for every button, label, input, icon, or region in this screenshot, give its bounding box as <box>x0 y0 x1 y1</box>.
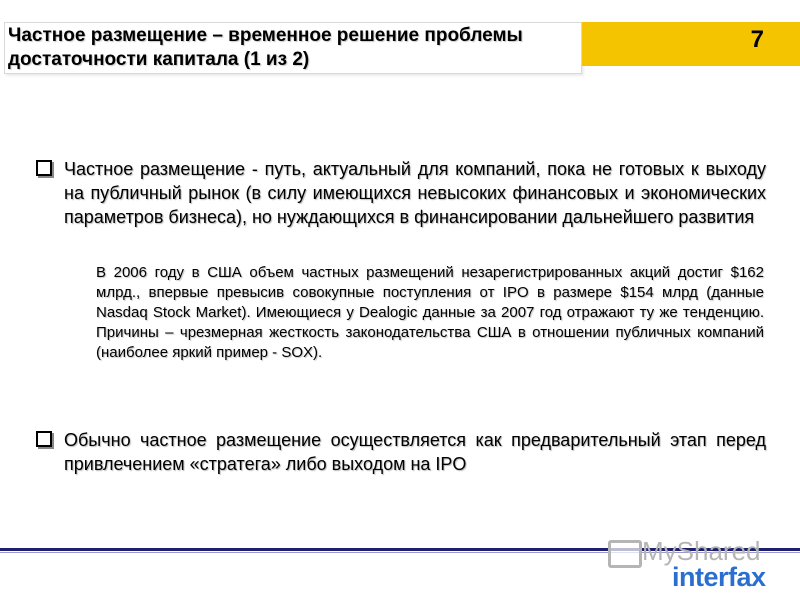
bullet-item <box>36 157 766 229</box>
bullet-text: Частное размещение - путь, актуальный для компаний, пока не готовых к выходу на публичный рынок (в силу имеющихся невысоких финансовых и экономических параметров бизнеса), но нуждающихся в финансировании дальнейшего развития <box>64 159 766 227</box>
accent-band <box>582 22 800 66</box>
bullet-item <box>36 428 766 476</box>
sub-paragraph: В 2006 году в США объем частных размещений незарегистрированных акций достиг $162 млрд., впервые превысив совокупные поступления от IPO в размере $154 млрд (данные Nasdaq Stock Market). Имеющиеся у Dealogic данные за 2007 год отражают ту же тенденцию. Причины – чрезмерная жесткость законодательства США в отношении публичных компаний (наиболее яркий пример - SOX). <box>96 264 764 361</box>
checkbox-bullet-icon <box>36 160 52 176</box>
bullet-text: Обычно частное размещение осуществляется как предварительный этап перед привлечением «стратега» либо выходом на IPO <box>64 430 766 474</box>
checkbox-bullet-icon <box>36 431 52 447</box>
watermark-text: MyShared <box>642 536 761 566</box>
page-number: 7 <box>750 26 764 53</box>
presentation-icon <box>608 540 642 568</box>
company-logo: interfax <box>672 562 766 592</box>
slide-title: Частное размещение – временное решение проблемы достаточности капитала (1 из 2) <box>8 25 523 70</box>
